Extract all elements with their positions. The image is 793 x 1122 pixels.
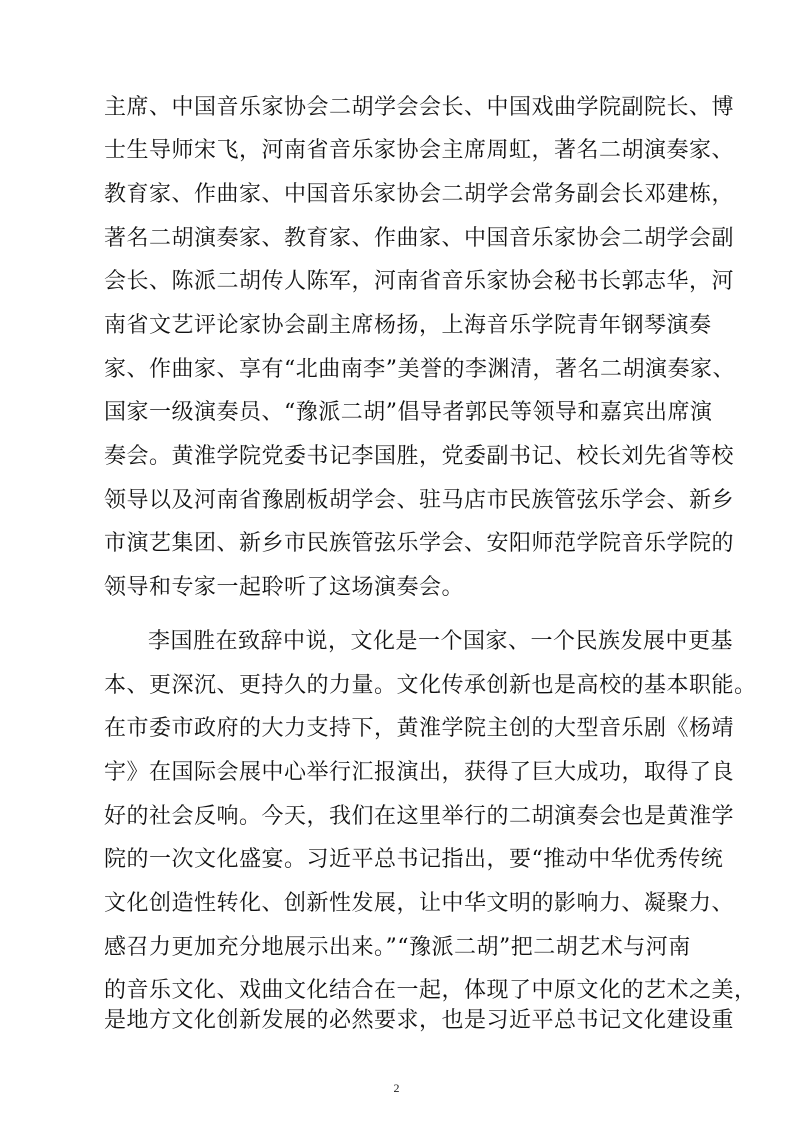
text-line: 文化创造性转化、创新性发展，让中华文明的影响力、凝聚力、 [104,891,735,916]
text-line: 本、更深沉、更持久的力量。文化传承创新也是高校的基本职能。 [104,673,757,698]
text-line: 国家一级演奏员、“豫派二胡”倡导者郭民等领导和嘉宾出席演 [104,400,713,425]
text-line: 感召力更加充分地展示出来。”“豫派二胡”把二胡艺术与河南 [104,935,691,960]
text-line: 是地方文化创新发展的必然要求，也是习近平总书记文化建设重 [104,1008,735,1033]
page-number: 2 [393,1081,400,1095]
text-line: 李国胜在致辞中说，文化是一个国家、一个民族发展中更基 [148,629,734,654]
text-line: 家、作曲家、享有“北曲南李”美誉的李渊清，著名二胡演奏家、 [104,357,735,382]
text-line: 领导和专家一起聆听了这场演奏会。 [104,575,465,600]
text-line: 教育家、作曲家、中国音乐家协会二胡学会常务副会长邓建栋， [104,182,735,207]
text-line: 会长、陈派二胡传人陈军，河南省音乐家协会秘书长郭志华，河 [104,269,735,294]
text-line: 院的一次文化盛宴。习近平总书记指出，要“推动中华优秀传统 [104,847,724,872]
text-line: 南省文艺评论家协会副主席杨扬，上海音乐学院青年钢琴演奏 [104,313,712,338]
text-line: 主席、中国音乐家协会二胡学会会长、中国戏曲学院副院长、博 [104,95,735,120]
text-line: 士生导师宋飞，河南省音乐家协会主席周虹，著名二胡演奏家、 [104,138,735,163]
text-line: 奏会。黄淮学院党委书记李国胜，党委副书记、校长刘先省等校 [104,444,735,469]
text-line: 的音乐文化、戏曲文化结合在一起，体现了中原文化的艺术之美， [104,978,757,1003]
text-line: 好的社会反响。今天，我们在这里举行的二胡演奏会也是黄淮学 [104,804,735,829]
text-line: 著名二胡演奏家、教育家、作曲家、中国音乐家协会二胡学会副 [104,226,735,251]
text-line: 领导以及河南省豫剧板胡学会、驻马店市民族管弦乐学会、新乡 [104,488,735,513]
text-line: 宇》在国际会展中心举行汇报演出，获得了巨大成功，取得了良 [104,760,735,785]
text-line: 市演艺集团、新乡市民族管弦乐学会、安阳师范学院音乐学院的 [104,531,735,556]
text-line: 在市委市政府的大力支持下，黄淮学院主创的大型音乐剧《杨靖 [104,716,735,741]
